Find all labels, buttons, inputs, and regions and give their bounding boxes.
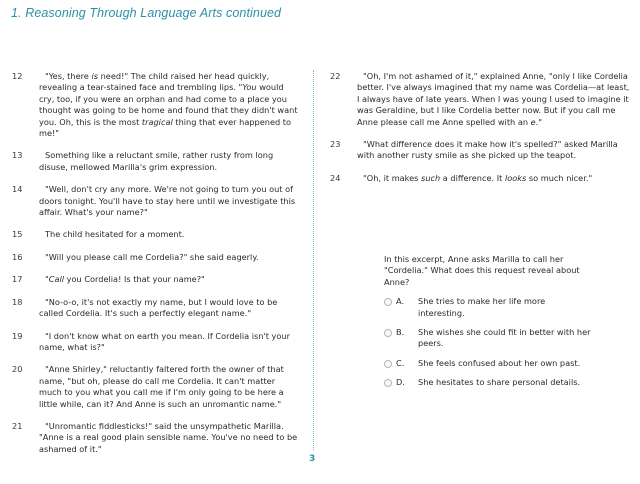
paragraph-number: 16 <box>12 251 23 262</box>
column-divider <box>313 70 314 450</box>
option-text: She wishes she could fit in better with her peers. <box>418 327 591 349</box>
paragraph-number: 23 <box>330 139 341 150</box>
paragraph-number: 20 <box>12 364 23 375</box>
paragraph-number: 18 <box>12 296 23 307</box>
paragraph-text: "No-o-o, it's not exactly my name, but I would love to be called Cordelia. It's such a perfectly elegant name." <box>39 296 278 319</box>
passage-right-column <box>330 71 630 195</box>
paragraph-number: 14 <box>12 184 23 195</box>
paragraph-15 <box>12 229 300 240</box>
paragraph-13 <box>12 150 300 173</box>
answer-option-c[interactable] <box>384 358 594 369</box>
answer-option-a[interactable] <box>384 296 594 319</box>
paragraph-text: "Will you please call me Cordelia?" she said eagerly. <box>45 251 259 262</box>
paragraph-number: 17 <box>12 274 23 285</box>
paragraph-text: "Call you Cordelia! Is that your name?" <box>45 274 205 285</box>
option-letter: A. <box>396 296 405 307</box>
paragraph-number: 15 <box>12 229 23 240</box>
option-text: She hesitates to share personal details. <box>418 377 581 388</box>
paragraph-number: 19 <box>12 330 23 341</box>
section-header: 1. Reasoning Through Language Arts continued <box>11 6 282 20</box>
paragraph-17 <box>12 274 300 285</box>
paragraph-number: 12 <box>12 71 23 81</box>
radio-button-icon[interactable] <box>384 379 392 387</box>
radio-button-icon[interactable] <box>384 360 392 368</box>
paragraph-21 <box>12 421 300 455</box>
paragraph-number: 22 <box>330 71 341 81</box>
paragraph-text: "Anne Shirley," reluctantly faltered forth the owner of that name, "but oh, please do call me Cordelia. It can't matter much to you what you call me if I'm only going to be here a little while, can it? And Anne is such an unromantic name." <box>39 364 284 409</box>
paragraph-number: 13 <box>12 150 23 161</box>
option-letter: B. <box>396 327 405 338</box>
paragraph-number: 21 <box>12 420 23 431</box>
answer-option-b[interactable] <box>384 327 594 350</box>
option-letter: C. <box>396 357 405 368</box>
answer-option-d[interactable] <box>384 377 594 388</box>
question-stem: In this excerpt, Anne asks Marilla to call her "Cordelia." What does this request reveal about Anne? <box>384 254 580 287</box>
paragraph-text: "What difference does it make how it's spelled?" asked Marilla with another rusty smile as she picked up the teapot. <box>357 139 618 161</box>
radio-button-icon[interactable] <box>384 298 392 306</box>
paragraph-number: 24 <box>330 172 341 183</box>
option-text: She feels confused about her own past. <box>418 357 581 368</box>
paragraph-text: Something like a reluctant smile, rather rusty from long disuse, mellowed Marilla's grim expression. <box>39 150 274 172</box>
answer-options <box>384 296 594 388</box>
paragraph-text: "Well, don't cry any more. We're not going to turn you out of doors tonight. You'll have to stay here until we investigate this affair. What's your name?" <box>39 184 296 218</box>
page-number: 3 <box>309 454 316 464</box>
paragraph-24 <box>330 173 630 184</box>
paragraph-23 <box>330 139 630 162</box>
paragraph-19 <box>12 331 300 354</box>
paragraph-text: "Oh, it makes such a difference. It looks so much nicer." <box>363 172 593 183</box>
option-letter: D. <box>396 377 405 388</box>
paragraph-12 <box>12 71 300 139</box>
paragraph-text: "Yes, there is need!" The child raised her head quickly, revealing a tear-stained face and trembling lips. "You would cry, too, if you were an orphan and had come to a place you thought was going to be home and found that they didn't want you. Oh, this is the most tragical thing that ever happened to me!" <box>39 71 298 139</box>
paragraph-18 <box>12 297 300 320</box>
option-text: She tries to make her life more interesting. <box>418 296 546 318</box>
paragraph-text: "Oh, I'm not ashamed of it," explained Anne, "only I like Cordelia better. I've always imagined that my name was Cordelia—at least, I always have of late years. When I was young I used to imagine it was Geraldine, but I like Cordelia better now. But if you call me Anne please call me Anne spelled with an e." <box>357 71 630 127</box>
question-block <box>384 254 594 397</box>
paragraph-22 <box>330 71 630 128</box>
paragraph-16 <box>12 252 300 263</box>
paragraph-text: "I don't know what on earth you mean. If Cordelia isn't your name, what is?" <box>39 330 290 352</box>
paragraph-text: The child hesitated for a moment. <box>45 229 185 240</box>
paragraph-20 <box>12 364 300 410</box>
radio-button-icon[interactable] <box>384 329 392 337</box>
paragraph-text: "Unromantic fiddlesticks!" said the unsympathetic Marilla. "Anne is a real good plain sensible name. You've no need to be ashamed of it." <box>39 420 298 454</box>
passage-left-column <box>12 71 300 466</box>
paragraph-14 <box>12 184 300 218</box>
